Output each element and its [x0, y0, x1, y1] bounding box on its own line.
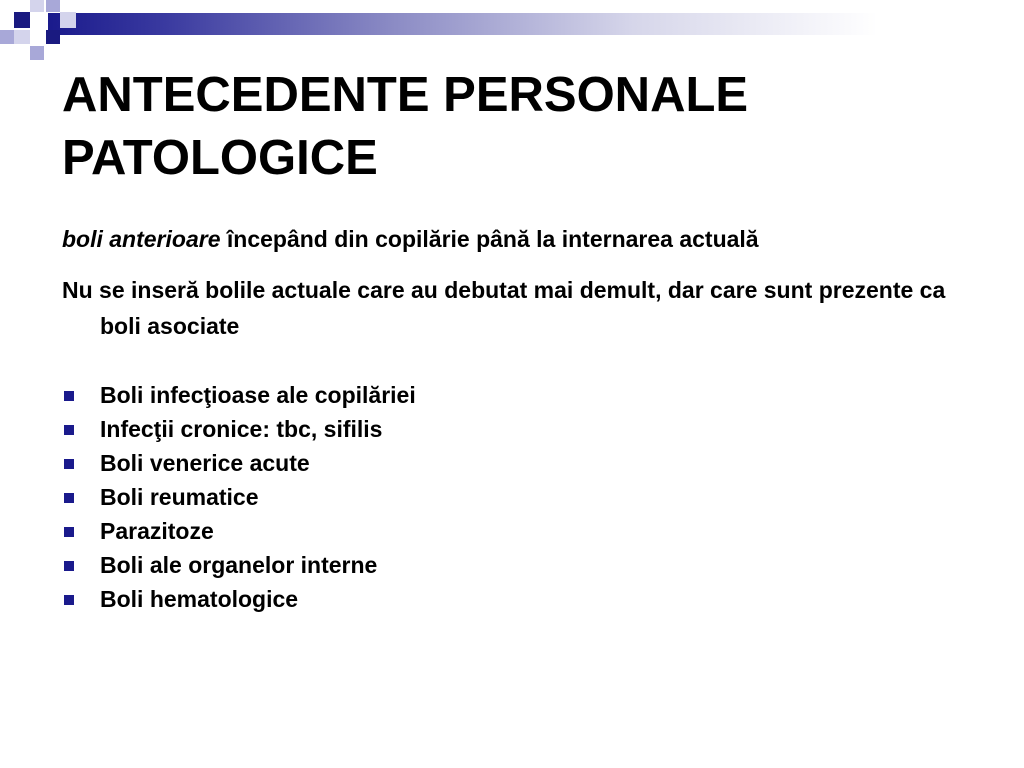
square-bullet-icon [64, 561, 74, 571]
list-item [62, 480, 962, 514]
list-item [62, 582, 962, 616]
list-item-text: Infecţii cronice: tbc, sifilis [100, 416, 383, 442]
list-item [62, 412, 962, 446]
square-bullet-icon [64, 527, 74, 537]
list-item [62, 378, 962, 412]
square-bullet-icon [64, 425, 74, 435]
deco-square-4 [46, 0, 60, 12]
list-item-text: Boli venerice acute [100, 450, 310, 476]
list-item-text: Boli hematologice [100, 586, 299, 612]
list-item-text: Boli reumatice [100, 484, 259, 510]
square-bullet-icon [64, 459, 74, 469]
header-decoration [0, 0, 1024, 48]
list-item-text: Boli infecţioase ale copilăriei [100, 382, 416, 408]
deco-square-5 [60, 12, 76, 28]
list-item-text: Parazitoze [100, 518, 214, 544]
list-item [62, 548, 962, 582]
square-bullet-icon [64, 595, 74, 605]
bullet-list [62, 378, 962, 616]
deco-square-2 [0, 30, 14, 44]
list-item [62, 446, 962, 480]
deco-square-1 [14, 12, 30, 28]
slide-title: ANTECEDENTE PERSONALE PATOLOGICE [62, 68, 749, 185]
square-bullet-icon [64, 493, 74, 503]
deco-square-7 [14, 30, 30, 44]
slide-note: Nu se inseră bolile actuale care au debutat mai demult, dar care sunt prezente ca boli asociate [62, 277, 946, 339]
slide-body [62, 222, 962, 616]
list-item-text: Boli ale organelor interne [100, 552, 378, 578]
list-item [62, 514, 962, 548]
deco-square-3 [30, 0, 44, 12]
deco-square-6 [30, 46, 44, 60]
deco-square-8 [46, 30, 60, 44]
slide-subtitle [62, 222, 962, 256]
header-gradient-bar [48, 13, 1024, 35]
subtitle-italic: boli anterioare [62, 226, 221, 252]
subtitle-rest: începând din copilărie până la internarea actuală [220, 226, 759, 252]
square-bullet-icon [64, 391, 74, 401]
